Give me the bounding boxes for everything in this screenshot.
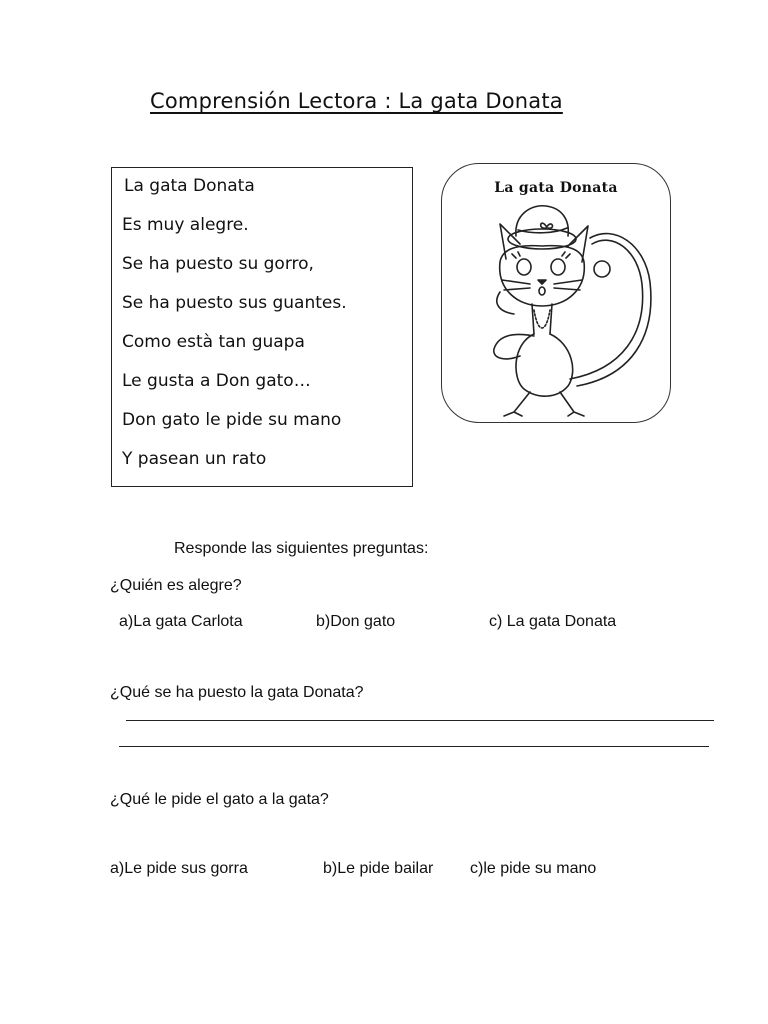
answer-line[interactable]	[126, 720, 714, 721]
answer-line[interactable]	[119, 746, 709, 747]
illustration-title: La gata Donata	[494, 180, 618, 196]
poem-line: Don gato le pide su mano	[122, 410, 342, 430]
question-3: ¿Qué le pide el gato a la gata?	[110, 791, 329, 808]
poem-line: Se ha puesto su gorro,	[122, 254, 314, 274]
poem-line: Como està tan guapa	[122, 332, 305, 352]
question-2: ¿Qué se ha puesto la gata Donata?	[110, 684, 364, 701]
question-3-option-b[interactable]: b)Le pide bailar	[323, 860, 434, 877]
poem-line: La gata Donata	[124, 176, 255, 196]
cat-with-hat-illustration	[442, 164, 671, 423]
illustration-card	[441, 163, 671, 423]
question-3-option-a[interactable]: a)Le pide sus gorra	[110, 860, 248, 877]
question-1-option-b[interactable]: b)Don gato	[316, 613, 396, 630]
poem-line: Y pasean un rato	[122, 449, 267, 469]
question-1-option-c[interactable]: c) La gata Donata	[489, 613, 617, 630]
poem-line: Se ha puesto sus guantes.	[122, 293, 347, 313]
poem-box	[111, 167, 413, 487]
question-3-option-c[interactable]: c)le pide su mano	[470, 860, 597, 877]
instructions: Responde las siguientes preguntas:	[174, 540, 429, 557]
poem-line: Es muy alegre.	[122, 215, 249, 235]
page-title: Comprensión Lectora : La gata Donata	[150, 89, 563, 113]
question-1-option-a[interactable]: a)La gata Carlota	[119, 613, 243, 630]
question-1: ¿Quién es alegre?	[110, 577, 242, 594]
poem-line: Le gusta a Don gato…	[122, 371, 311, 391]
